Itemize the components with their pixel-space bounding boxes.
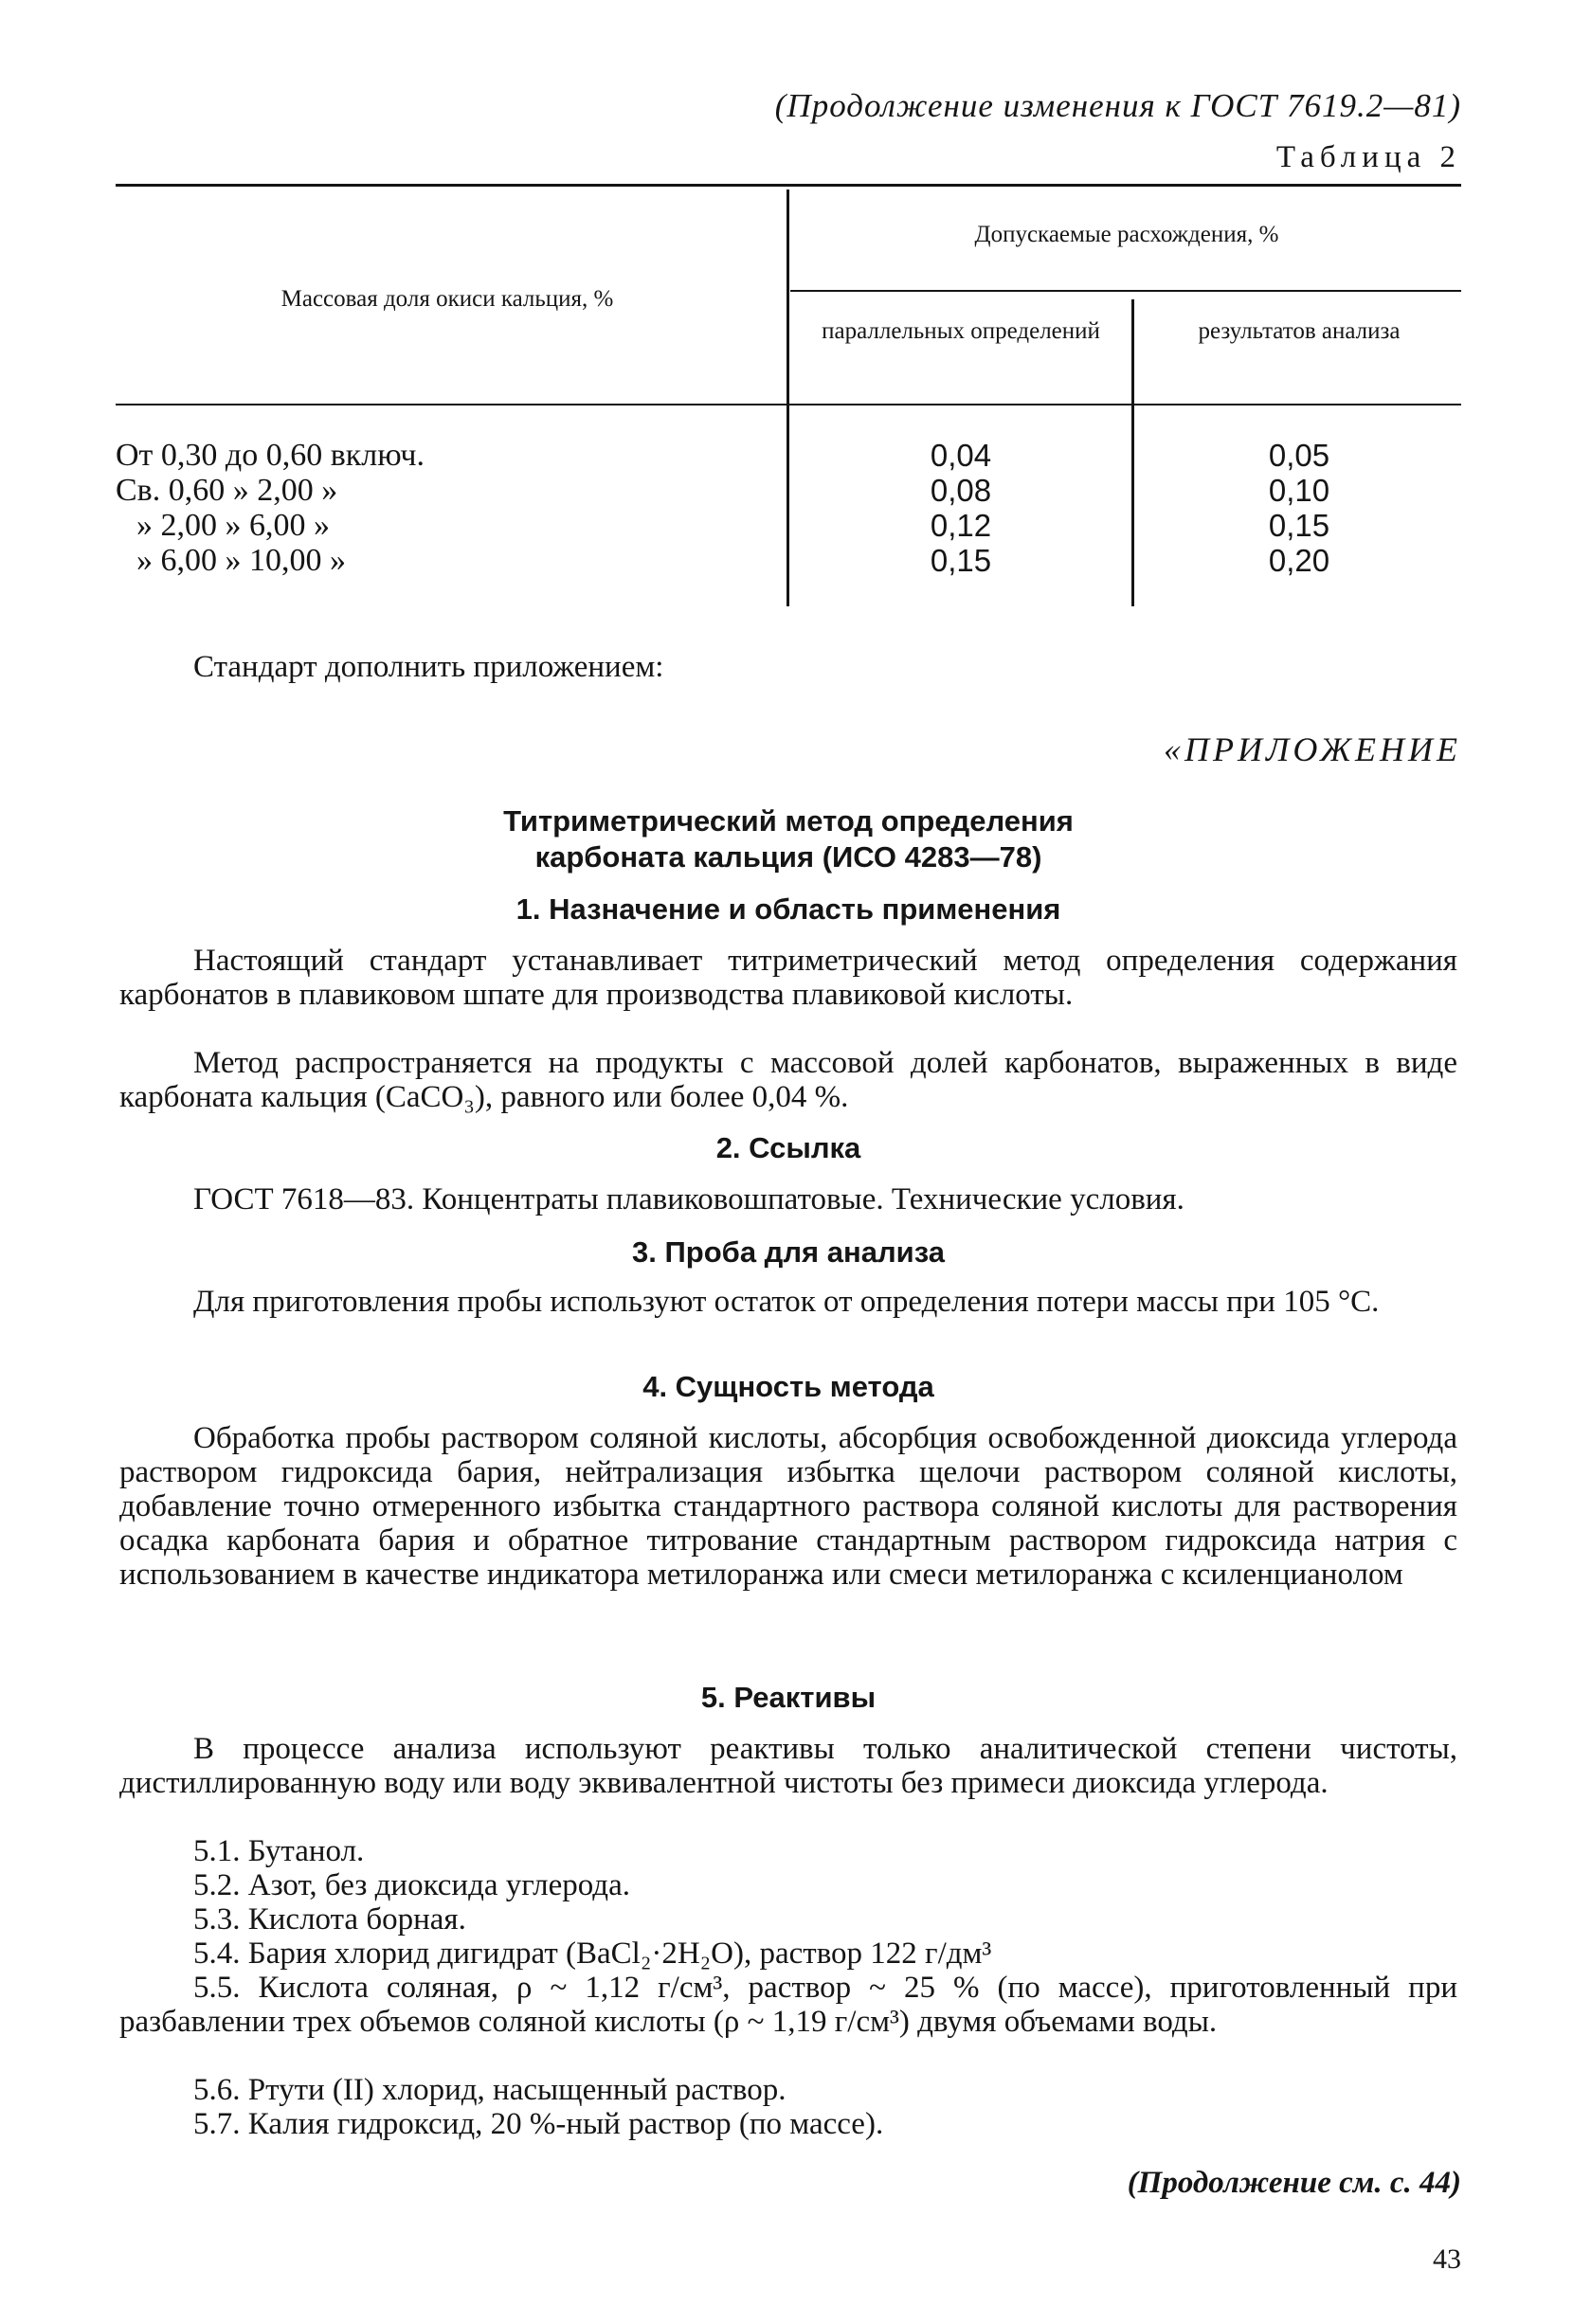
supplement-note: Стандарт дополнить приложением:: [193, 650, 664, 684]
table-cell-results: 0,05: [1268, 438, 1330, 473]
reagent-5-7: 5.7. Калия гидроксид, 20 %-ный раствор (по массе).: [193, 2107, 884, 2141]
section-3-title: 3. Проба для анализа: [632, 1235, 945, 1269]
table-col-divider-1: [786, 189, 789, 606]
table-row: » 2,00 » 6,00 »: [136, 508, 330, 543]
section-5-paragraph-1: В процессе анализа используют реактивы только аналитической степени чистоты, дистиллированную воду или воду эквивалентной чистоты без примеси диоксида углерода.: [119, 1732, 1457, 1800]
table-cell-parallel: 0,12: [930, 508, 992, 543]
table-cell-results: 0,10: [1268, 473, 1330, 508]
table-cell-parallel: 0,08: [930, 473, 992, 508]
group-header: Допускаемые расхождения, %: [974, 222, 1279, 247]
table-label: Таблица 2: [1275, 140, 1461, 174]
reagent-5-1: 5.1. Бутанол.: [193, 1834, 365, 1868]
section-5-title: 5. Реактивы: [700, 1681, 877, 1714]
table-col-divider-2: [1131, 299, 1134, 606]
table-row: Св. 0,60 » 2,00 »: [116, 473, 338, 508]
section-1-paragraph-1: Настоящий стандарт устанавливает титриметрический метод определения содержания карбонатов в плавиковом шпате для производства плавиковой кислоты.: [119, 944, 1457, 1012]
col3-header: результатов анализа: [1198, 318, 1401, 344]
col1-header: Массовая доля окиси кальция, %: [280, 286, 614, 312]
table-row: » 6,00 » 10,00 »: [136, 543, 346, 578]
section-3-paragraph-1: Для приготовления пробы используют остаток от определения потери массы при 105 °С.: [193, 1285, 1380, 1319]
table-cell-results: 0,20: [1268, 543, 1330, 578]
footer-continuation: (Продолжение см. с. 44): [1127, 2166, 1461, 2200]
table-top-rule: [116, 184, 1461, 187]
section-4-paragraph-1: Обработка пробы раствором соляной кислоты, абсорбция освобожденной диоксида углерода раствором гидроксида бария, нейтрализация избытка щелочи раствором соляной кислоты, добавление точно отмеренного избытка стандартного раствора соляной кислоты для растворения осадка карбоната бария и обратное титрование стандартным раствором гидроксида натрия с использованием в качестве индикатора метилоранжа или смеси метилоранжа с ксиленцианолом: [119, 1421, 1457, 1592]
appendix-label: «ПРИЛОЖЕНИЕ: [1164, 730, 1461, 768]
section-4-title: 4. Сущность метода: [642, 1370, 934, 1403]
table-cell-parallel: 0,15: [930, 543, 992, 578]
appendix-title-line-2: карбоната кальция (ИСО 4283—78): [534, 840, 1042, 874]
reagent-5-4: 5.4. Бария хлорид дигидрат (BaCl₂·2H₂O), раствор 122 г/дм³: [193, 1937, 992, 1971]
page-number: 43: [1433, 2243, 1461, 2275]
appendix-title: [119, 803, 1457, 875]
section-2-title: 2. Ссылка: [715, 1131, 861, 1164]
appendix-title-line-1: Титриметрический метод определения: [503, 804, 1074, 838]
col2-header: параллельных определений: [822, 318, 1100, 344]
section-2-paragraph-1: ГОСТ 7618—83. Концентраты плавиковошпатовые. Технические условия.: [193, 1182, 1184, 1216]
reagent-5-3: 5.3. Кислота борная.: [193, 1902, 466, 1937]
section-1-paragraph-2: Метод распространяется на продукты с массовой долей карбонатов, выраженных в виде карбоната кальция (CaCO₃), равного или более 0,04 %.: [119, 1046, 1457, 1114]
section-1-title: 1. Назначение и область применения: [515, 892, 1061, 926]
table-cell-parallel: 0,04: [930, 438, 992, 473]
reagent-5-2: 5.2. Азот, без диоксида углерода.: [193, 1868, 630, 1902]
header-continuation: (Продолжение изменения к ГОСТ 7619.2—81): [774, 87, 1461, 124]
table-group-rule: [790, 290, 1461, 292]
reagent-5-5: 5.5. Кислота соляная, ρ ~ 1,12 г/см³, раствор ~ 25 % (по массе), приготовленный при разбавлении трех объемов соляной кислоты (ρ ~ 1,19 г/см³) двумя объемами воды.: [119, 1971, 1457, 2039]
reagent-5-6: 5.6. Ртути (II) хлорид, насыщенный раствор.: [193, 2073, 786, 2107]
table-cell-results: 0,15: [1268, 508, 1330, 543]
table-row: От 0,30 до 0,60 включ.: [116, 438, 425, 473]
table-2: [116, 184, 1461, 612]
